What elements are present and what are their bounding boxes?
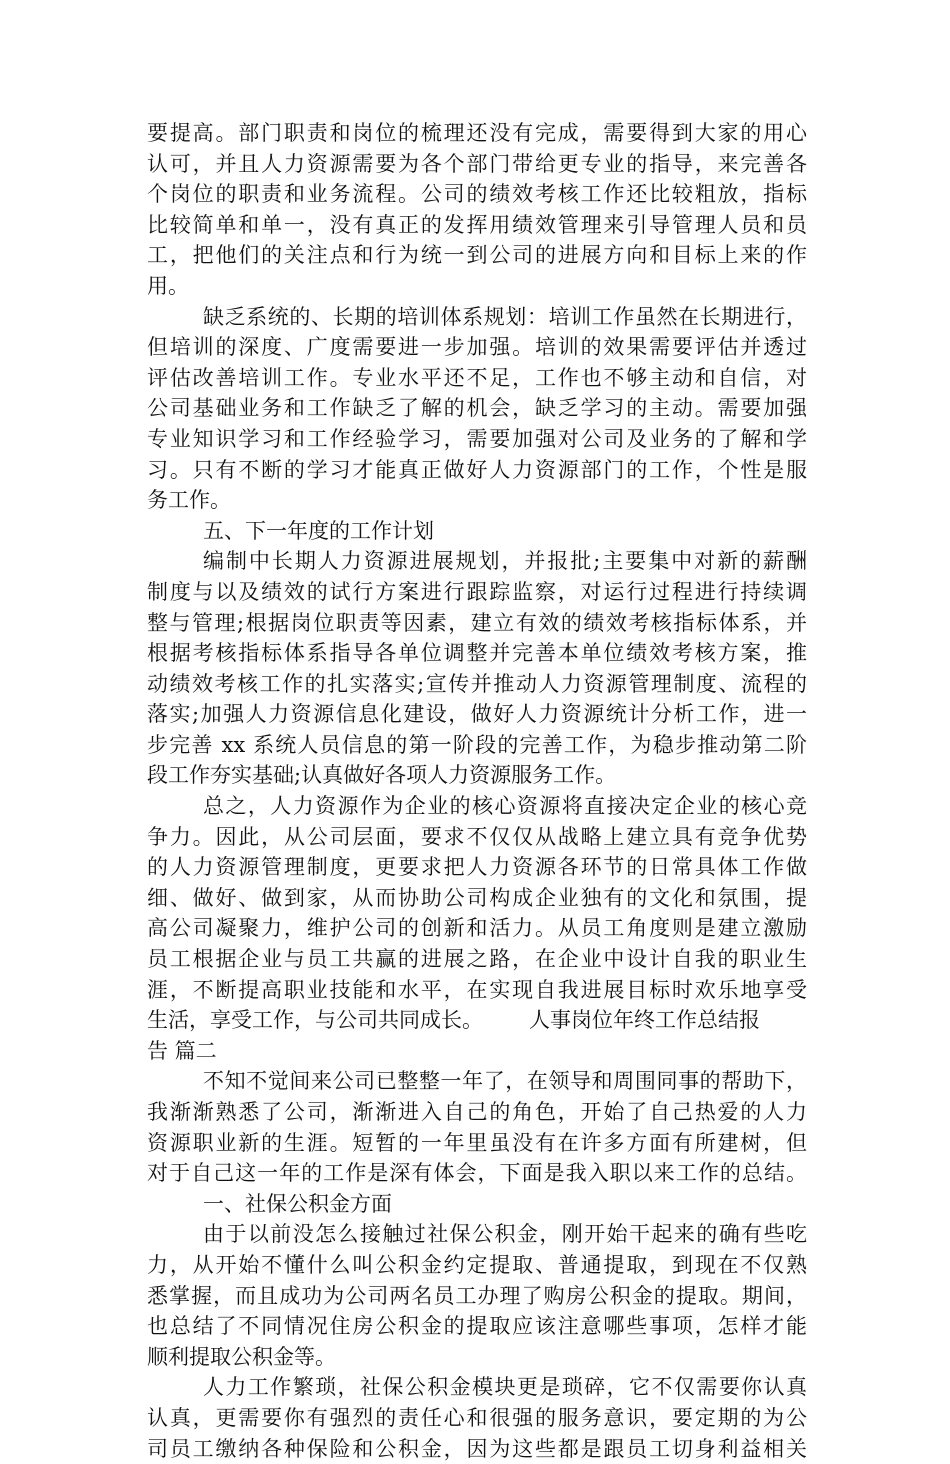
text-line: 细、做好、做到家，从而协助公司构成企业独有的文化和氛围，提	[147, 885, 807, 910]
text-line: 顺利提取公积金等。	[147, 1344, 336, 1369]
text-line: 专业知识学习和工作经验学习，需要加强对公司及业务的了解和学	[147, 426, 807, 451]
text-line: 资源职业新的生涯。短暂的一年里虽没有在许多方面有所建树，但	[147, 1130, 807, 1155]
text-line: 由于以前没怎么接触过社保公积金，刚开始干起来的确有些吃	[203, 1222, 807, 1247]
text-line: 编制中长期人力资源进展规划，并报批;主要集中对新的薪酬	[203, 549, 807, 574]
text-line: 但培训的深度、广度需要进一步加强。培训的效果需要评估并透过	[147, 335, 807, 360]
text-line: 认可，并且人力资源需要为各个部门带给更专业的指导，来完善各	[147, 151, 807, 176]
text-line: 高公司凝聚力，维护公司的创新和活力。从员工角度则是建立激励	[147, 916, 807, 941]
text-line: 用。	[147, 273, 189, 298]
text-line: 对于自己这一年的工作是深有体会，下面是我入职以来工作的总结。	[147, 1161, 807, 1186]
text-line: 司员工缴纳各种保险和公积金，因为这些都是跟员工切身利益相关	[147, 1436, 807, 1461]
text-line: 人力工作繁琐，社保公积金模块更是琐碎，它不仅需要你认真	[203, 1375, 807, 1400]
section-heading: 一、社保公积金方面	[203, 1191, 392, 1216]
text-line: 要提高。部门职责和岗位的梳理还没有完成，需要得到大家的用心	[147, 121, 807, 145]
text-line: 的人力资源管理制度，更要求把人力资源各环节的日常具体工作做	[147, 855, 807, 880]
text-line: 个岗位的职责和业务流程。公司的绩效考核工作还比较粗放，指标	[147, 182, 807, 207]
text-line: 涯，不断提高职业技能和水平，在实现自我进展目标时欢乐地享受	[147, 977, 807, 1002]
text-line: 缺乏系统的、长期的培训体系规划：培训工作虽然在长期进行，	[203, 304, 807, 329]
text-line: 工，把他们的关注点和行为统一到公司的进展方向和目标上来的作	[147, 243, 807, 268]
text-line: 公司基础业务和工作缺乏了解的机会，缺乏学习的主动。需要加强	[147, 396, 807, 421]
text-line: 习。只有不断的学习才能真正做好人力资源部门的工作，个性是服	[147, 457, 807, 482]
article-title: 人事岗位年终工作总结报	[529, 1008, 760, 1033]
document-body	[147, 118, 807, 1464]
text-line: 也总结了不同情况住房公积金的提取应该注意哪些事项，怎样才能	[147, 1314, 807, 1339]
article-title-continuation: 告 篇二	[147, 1038, 217, 1063]
text-line: 制度与以及绩效的试行方案进行跟踪监察，对运行过程进行持续调	[147, 579, 807, 604]
text-line: 务工作。	[147, 488, 231, 513]
text-line	[147, 1005, 807, 1036]
text-line: 动绩效考核工作的扎实落实;宣传并推动人力资源管理制度、流程的	[147, 671, 807, 696]
text-line: 落实;加强人力资源信息化建设，做好人力资源统计分析工作，进一	[147, 702, 807, 727]
text-line: 根据考核指标体系指导各单位调整并完善本单位绩效考核方案，推	[147, 641, 807, 666]
text-line: 整与管理;根据岗位职责等因素，建立有效的绩效考核指标体系，并	[147, 610, 807, 635]
text-line: 不知不觉间来公司已整整一年了，在领导和周围同事的帮助下，	[203, 1069, 807, 1094]
text-line: 员工根据企业与员工共赢的进展之路，在企业中设计自我的职业生	[147, 947, 807, 972]
text-fragment: 生活，享受工作，与公司共同成长。	[147, 1008, 483, 1033]
text-line: 段工作夯实基础;认真做好各项人力资源服务工作。	[147, 763, 617, 788]
text-line: 步完善 xx 系统人员信息的第一阶段的完善工作，为稳步推动第二阶	[147, 732, 807, 757]
text-line: 评估改善培训工作。专业水平还不足，工作也不够主动和自信，对	[147, 365, 807, 390]
text-line: 认真，更需要你有强烈的责任心和很强的服务意识，要定期的为公	[147, 1405, 807, 1430]
text-line: 比较简单和单一，没有真正的发挥用绩效管理来引导管理人员和员	[147, 212, 807, 237]
text-line: 总之，人力资源作为企业的核心资源将直接决定企业的核心竞	[203, 794, 807, 819]
text-line: 悉掌握，而且成功为公司两名员工办理了购房公积金的提取。期间，	[147, 1283, 807, 1308]
section-heading: 五、下一年度的工作计划	[203, 518, 434, 543]
text-line: 我渐渐熟悉了公司，渐渐进入自己的角色，开始了自己热爱的人力	[147, 1100, 807, 1124]
text-line: 争力。因此，从公司层面，要求不仅仅从战略上建立具有竞争优势	[147, 824, 807, 849]
text-line: 力，从开始不懂什么叫公积金约定提取、普通提取，到现在不仅熟	[147, 1252, 807, 1277]
